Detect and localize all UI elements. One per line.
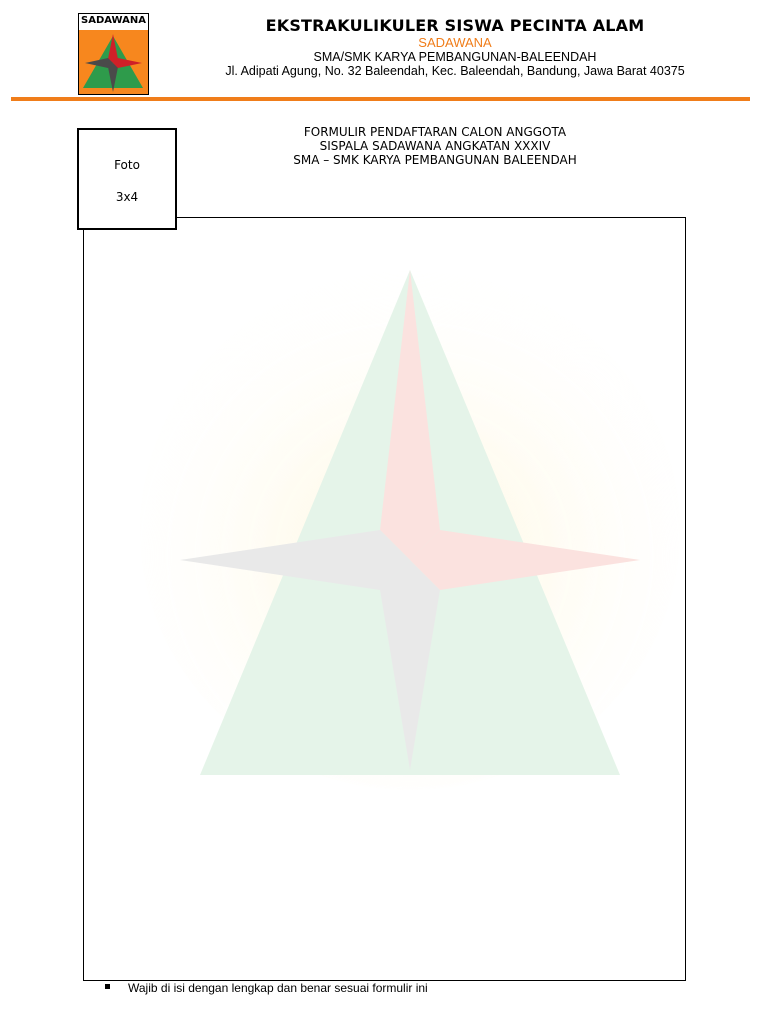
watermark-emblem-icon <box>140 230 680 790</box>
school-address: Jl. Adipati Agung, No. 32 Baleendah, Kec. Baleendah, Bandung, Jawa Barat 40375 <box>225 64 685 78</box>
header-divider <box>11 97 750 101</box>
logo-text: SADAWANA <box>81 15 146 26</box>
bullet-icon <box>105 984 110 989</box>
footnote: Wajib di isi dengan lengkap dan benar sesuai formulir ini <box>128 981 428 995</box>
org-subtitle: SADAWANA <box>418 35 492 50</box>
org-title: EKSTRAKULIKULER SISWA PECINTA ALAM <box>265 16 645 35</box>
form-title-line-3: SMA – SMK KARYA PEMBANGUNAN BALEENDAH <box>293 153 577 167</box>
sadawana-logo <box>78 13 149 95</box>
photo-box[interactable] <box>77 128 177 230</box>
photo-label: Foto <box>114 158 140 172</box>
school-name: SMA/SMK KARYA PEMBANGUNAN-BALEENDAH <box>313 50 597 64</box>
photo-size: 3x4 <box>115 190 139 204</box>
form-title-line-1: FORMULIR PENDAFTARAN CALON ANGGOTA <box>303 125 567 139</box>
compass-emblem-icon <box>79 30 148 94</box>
form-title-line-2: SISPALA SADAWANA ANGKATAN XXXIV <box>319 139 551 153</box>
